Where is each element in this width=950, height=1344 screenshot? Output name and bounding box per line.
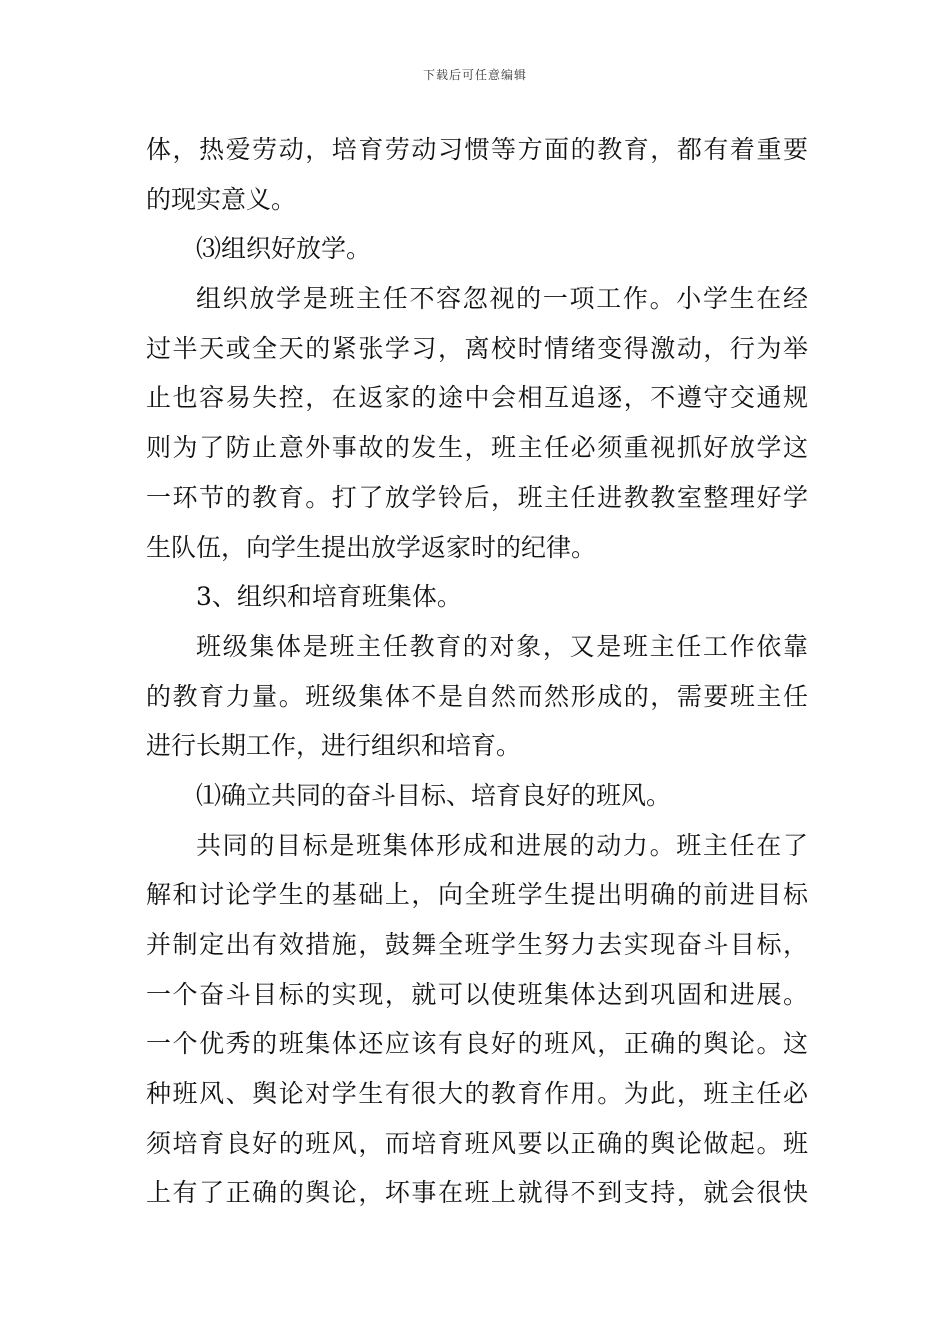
text-line: 组织放学是班主任不容忽视的一项工作。小学生在经 (196, 284, 808, 314)
text-line: 解和讨论学生的基础上，向全班学生提出明确的前进目标 (146, 880, 808, 910)
text-line: 一环节的教育。打了放学铃后，班主任进教教室整理好学 (146, 482, 808, 512)
section-heading: 3、组织和培育班集体。 (196, 582, 462, 612)
text-line: 则为了防止意外事故的发生，班主任必须重视抓好放学这 (146, 433, 808, 463)
text-line: 进行长期工作，进行组织和培育。 (146, 731, 522, 761)
section-heading: ⑴确立共同的奋斗目标、培育良好的班风。 (196, 780, 672, 810)
text-line: 并制定出有效措施，鼓舞全班学生努力去实现奋斗目标， (146, 930, 808, 959)
text-line: 过半天或全天的紧张学习，离校时情绪变得激动，行为举 (146, 333, 808, 363)
text-line: 一个优秀的班集体还应该有良好的班风，正确的舆论。这 (146, 1029, 808, 1059)
text-line: 一个奋斗目标的实现，就可以使班集体达到巩固和进展。 (146, 979, 808, 1009)
text-line: 止也容易失控，在返家的途中会相互追逐，不遵守交通规 (146, 383, 808, 413)
section-heading: ⑶组织好放学。 (196, 234, 372, 264)
text-line: 种班风、舆论对学生有很大的教育作用。为此，班主任必 (146, 1079, 808, 1109)
document-body (146, 125, 808, 1218)
text-line: 生队伍，向学生提出放学返家时的纪律。 (146, 532, 597, 562)
text-line: 的教育力量。班级集体不是自然而然形成的，需要班主任 (146, 681, 808, 711)
text-line: 须培育良好的班风，而培育班风要以正确的舆论做起。班 (146, 1128, 808, 1158)
text-line: 班级集体是班主任教育的对象，又是班主任工作依靠 (196, 631, 808, 661)
text-line: 的现实意义。 (146, 184, 297, 214)
page-header: 下载后可任意编辑 (422, 68, 527, 82)
text-line: 共同的目标是班集体形成和进展的动力。班主任在了 (196, 830, 808, 860)
text-line: 体，热爱劳动，培育劳动习惯等方面的教育，都有着重要 (146, 135, 808, 164)
text-line: 上有了正确的舆论，坏事在班上就得不到支持，就会很快 (146, 1178, 808, 1208)
